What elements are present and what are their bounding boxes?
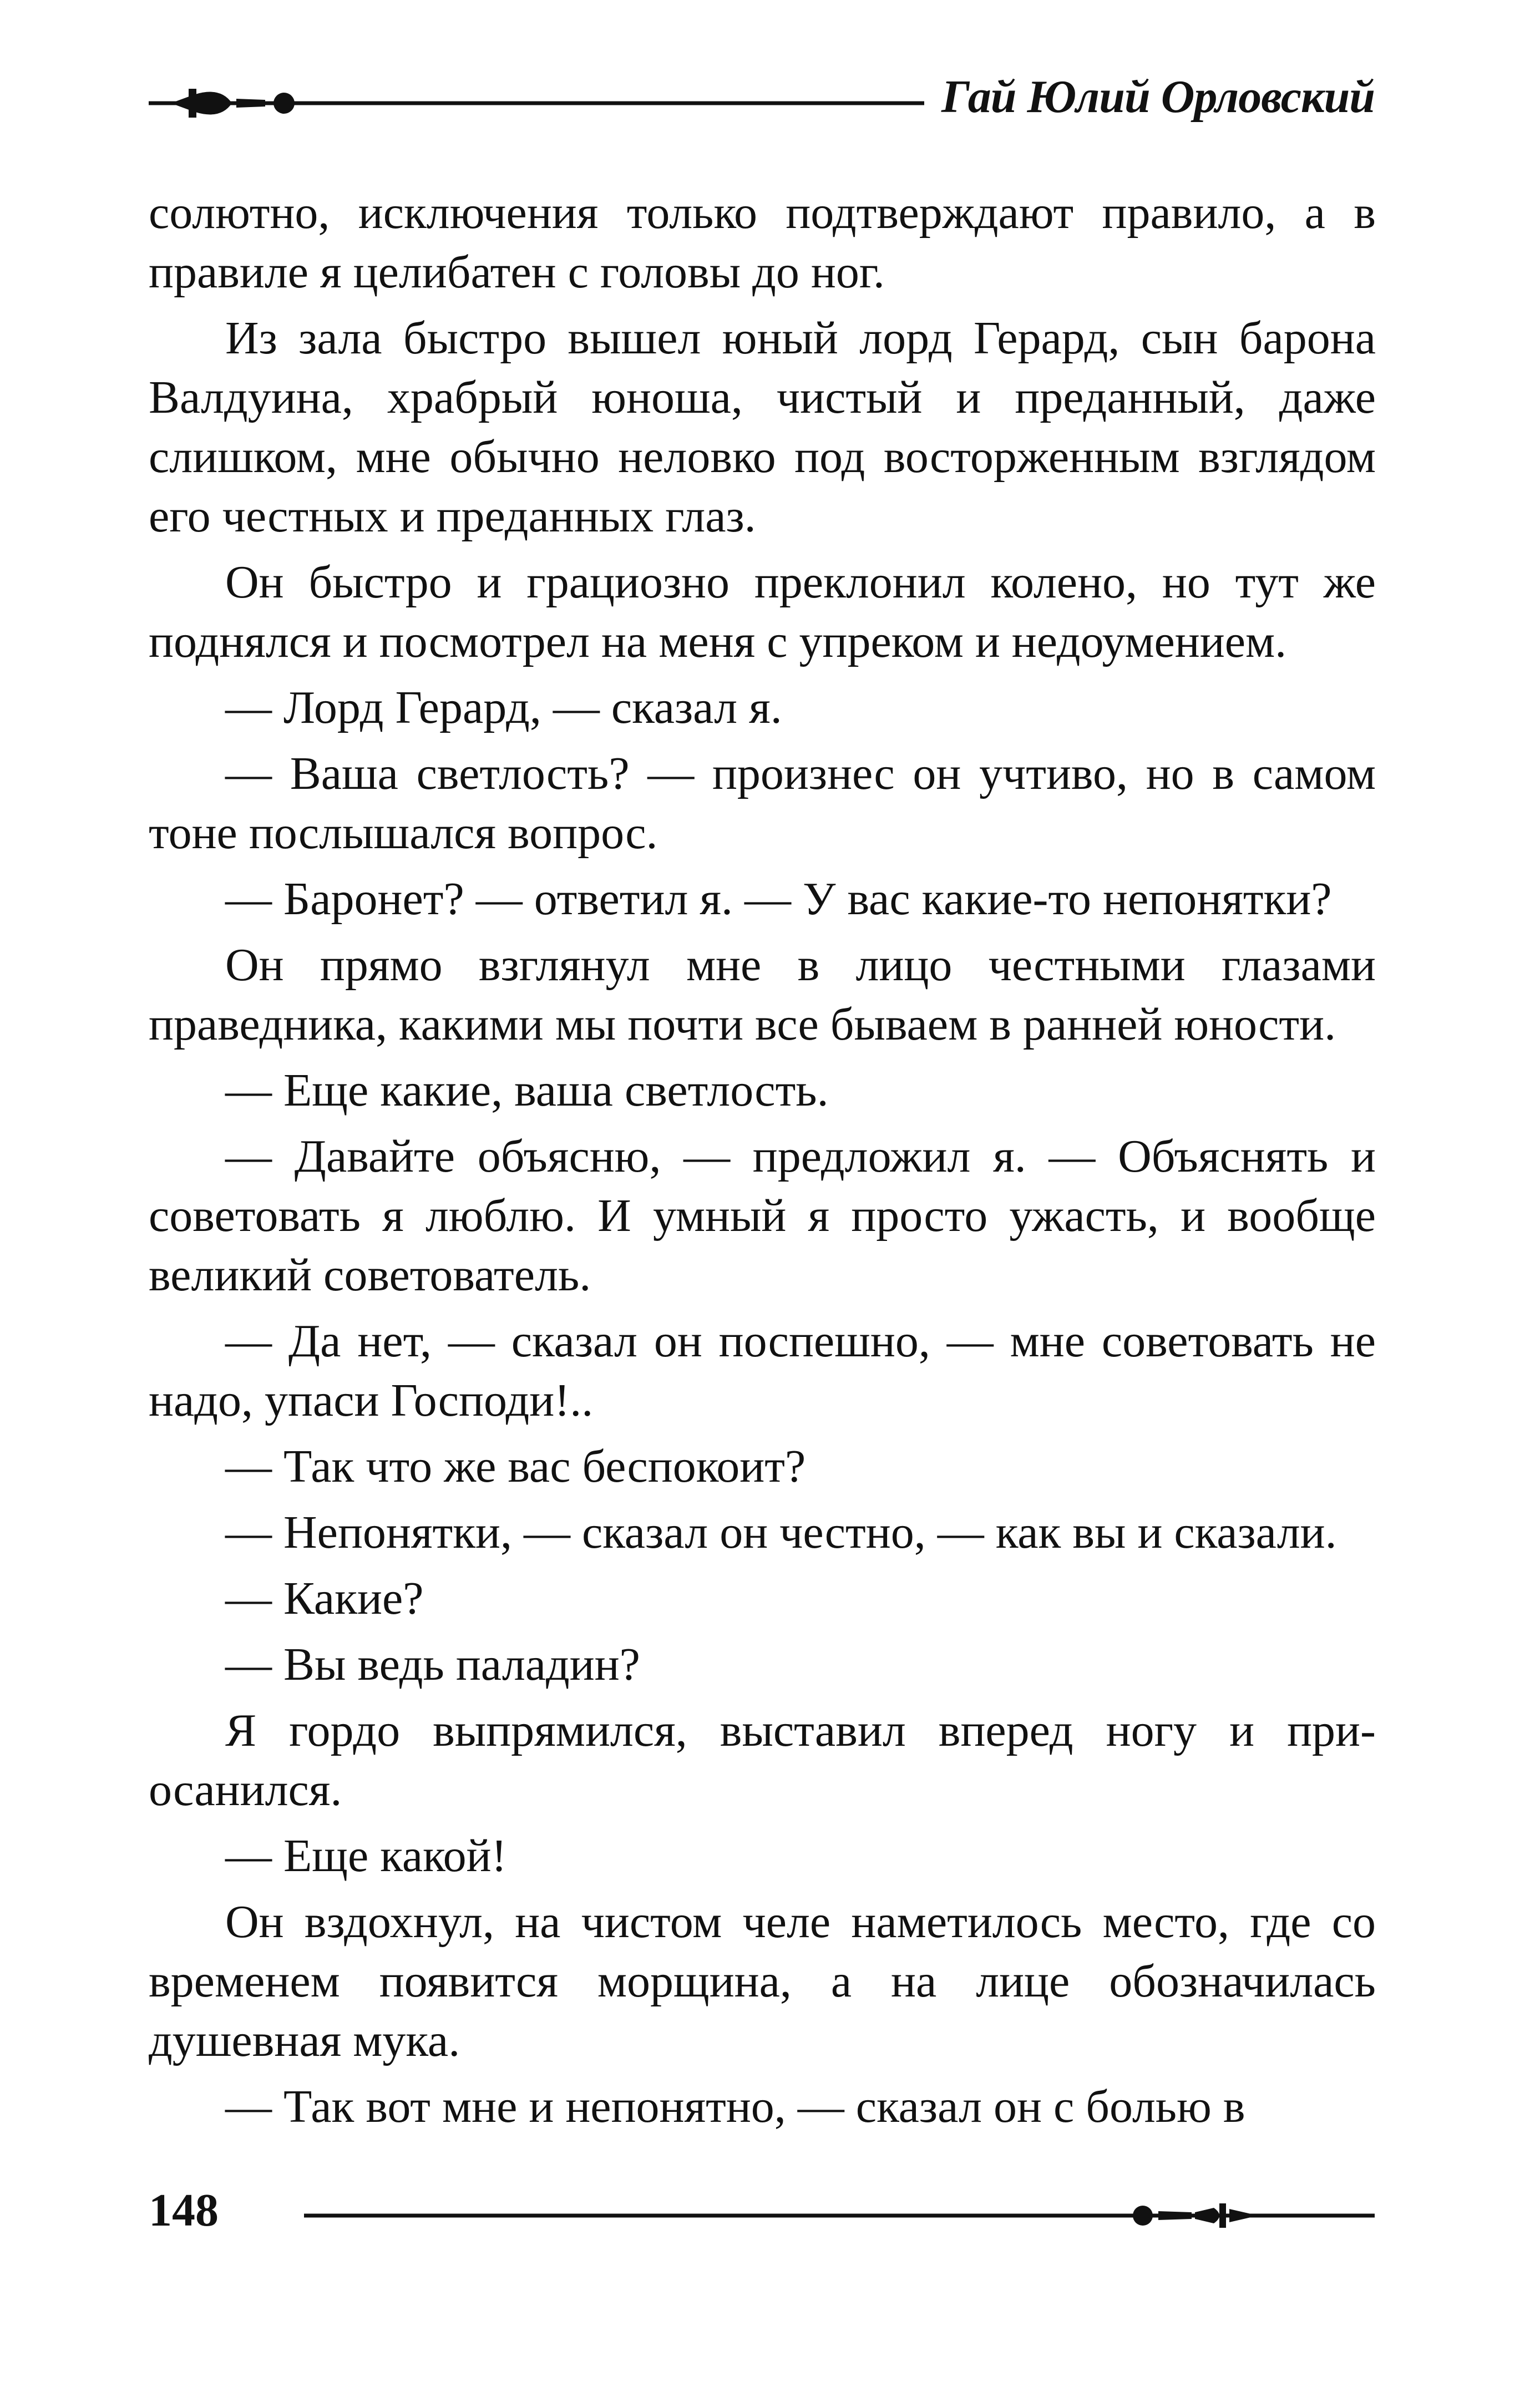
paragraph: — Какие? <box>225 1573 424 1624</box>
paragraph: — Еще какой! <box>225 1830 507 1882</box>
body-text <box>149 183 1376 2143</box>
paragraph: — Ваша светлость? — произнес он учтиво, но в самом тоне послышался вопрос. <box>149 748 1376 859</box>
paragraph: Он быстро и грациозно преклонил колено, но тут же поднялся и посмотрел на меня с упреком и недоумением. <box>149 556 1376 667</box>
paragraph: — Лорд Герард, — сказал я. <box>225 682 782 733</box>
paragraph: — Давайте объясню, — предложил я. — Объяснять и советовать я люблю. И умный я просто ужасть, и вообще великий советователь. <box>149 1131 1376 1301</box>
fleuron-line-ornament-icon <box>304 2179 1376 2240</box>
running-header <box>149 55 1375 139</box>
page-footer <box>149 2169 1376 2247</box>
page-number: 148 <box>149 2185 219 2236</box>
paragraph: солютно, исключения только подтверждают правило, а в правиле я целибатен с головы до ног. <box>149 187 1376 298</box>
paragraph: — Так вот мне и непонятно, — сказал он с болью в <box>225 2081 1245 2132</box>
paragraph: — Непонятки, — сказал он честно, — как вы и сказали. <box>225 1507 1337 1558</box>
paragraph: — Да нет, — сказал он поспешно, — мне советовать не надо, упаси Господи!.. <box>149 1315 1376 1426</box>
paragraph: — Вы ведь паладин? <box>225 1639 640 1690</box>
paragraph: — Баронет? — ответил я. — У вас какие-то непонятки? <box>225 873 1332 925</box>
paragraph: — Еще какие, ваша светлость. <box>225 1065 829 1116</box>
running-title: Гай Юлий Орловский <box>941 71 1375 123</box>
fleuron-line-ornament-icon <box>149 67 925 128</box>
paragraph: Я гордо выпрямился, выставил вперед ногу и приосанился. <box>149 1705 1376 1816</box>
paragraph: Он прямо взглянул мне в лицо честными глазами праведника, какими мы почти все бываем в ранней юности. <box>149 939 1376 1050</box>
paragraph: — Так что же вас беспокоит? <box>225 1441 806 1492</box>
paragraph: Он вздохнул, на чистом челе наметилось место, где со временем появится морщина, а на лице обозначилась душевная мука. <box>149 1896 1376 2066</box>
paragraph: Из зала быстро вышел юный лорд Герард, сын барона Валдуина, храбрый юноша, чистый и преданный, даже слишком, мне обычно неловко под восторженным взглядом его честных и преданных глаз. <box>149 312 1376 542</box>
